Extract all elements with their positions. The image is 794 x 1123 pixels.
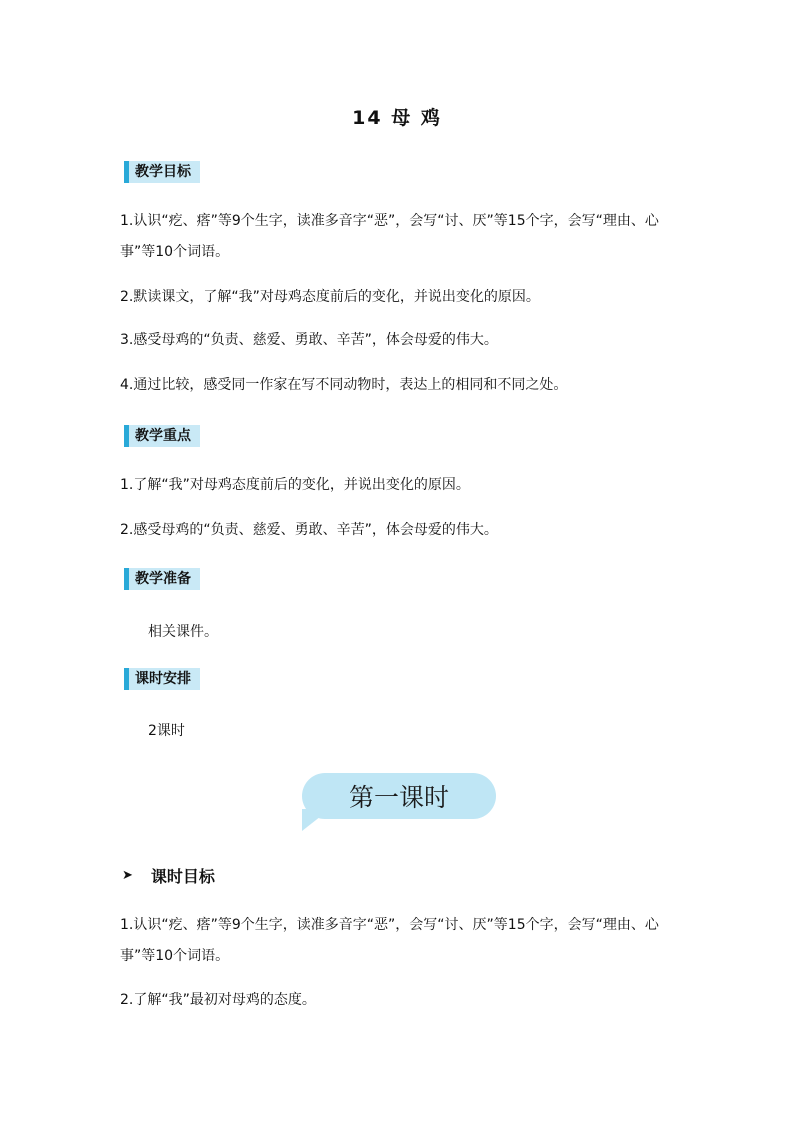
list-item	[120, 470, 685, 501]
item-text: 通过比较，感受同一作家在写不同动物时，表达上的相同和不同之处。	[133, 377, 568, 393]
arrow-right-icon: ➤	[122, 868, 133, 883]
section-tag-goals	[124, 161, 200, 183]
schedule-text: 2课时	[148, 723, 185, 739]
item-number: 2.	[120, 289, 134, 305]
section-label: 教学目标	[129, 161, 200, 183]
item-text: 默读课文，了解“我”对母鸡态度前后的变化，并说出变化的原因。	[133, 289, 540, 305]
item-text: 感受母鸡的“负责、慈爱、勇敢、辛苦”，体会母爱的伟大。	[133, 522, 498, 538]
list-item	[120, 370, 685, 401]
lesson-banner-text: 第一课时	[302, 773, 496, 819]
list-item	[120, 206, 685, 268]
section-tag-prep	[124, 568, 200, 590]
lesson-goals-label: 课时目标	[150, 867, 215, 886]
item-text: 了解“我”对母鸡态度前后的变化，并说出变化的原因。	[133, 477, 470, 493]
list-item	[120, 985, 685, 1016]
item-number: 1.	[120, 213, 134, 229]
item-number: 1.	[120, 477, 134, 493]
section-tag-focus	[124, 425, 200, 447]
item-number: 2.	[120, 992, 134, 1008]
item-number: 1.	[120, 917, 134, 933]
section-label: 课时安排	[129, 668, 200, 690]
list-item	[120, 282, 685, 313]
list-item	[120, 515, 685, 546]
page-title: 14 母 鸡	[352, 107, 442, 129]
list-item	[120, 325, 685, 356]
list-item	[120, 910, 685, 972]
section-label: 教学重点	[129, 425, 200, 447]
lesson-goals-heading	[120, 864, 215, 887]
item-text: 感受母鸡的“负责、慈爱、勇敢、辛苦”，体会母爱的伟大。	[133, 332, 498, 348]
section-label: 教学准备	[129, 568, 200, 590]
section-tag-schedule	[124, 668, 200, 690]
item-text: 认识“疙、瘩”等9个生字，读准多音字“恶”，会写“讨、厌”等15个字，会写“理由、心事”等10个词语。	[120, 213, 659, 260]
lesson-banner	[302, 773, 496, 833]
item-number: 2.	[120, 522, 134, 538]
item-text: 了解“我”最初对母鸡的态度。	[133, 992, 316, 1008]
prep-text: 相关课件。	[148, 624, 218, 640]
item-text: 认识“疙、瘩”等9个生字，读准多音字“恶”，会写“讨、厌”等15个字，会写“理由、心事”等10个词语。	[120, 917, 659, 964]
item-number: 4.	[120, 377, 134, 393]
item-number: 3.	[120, 332, 134, 348]
